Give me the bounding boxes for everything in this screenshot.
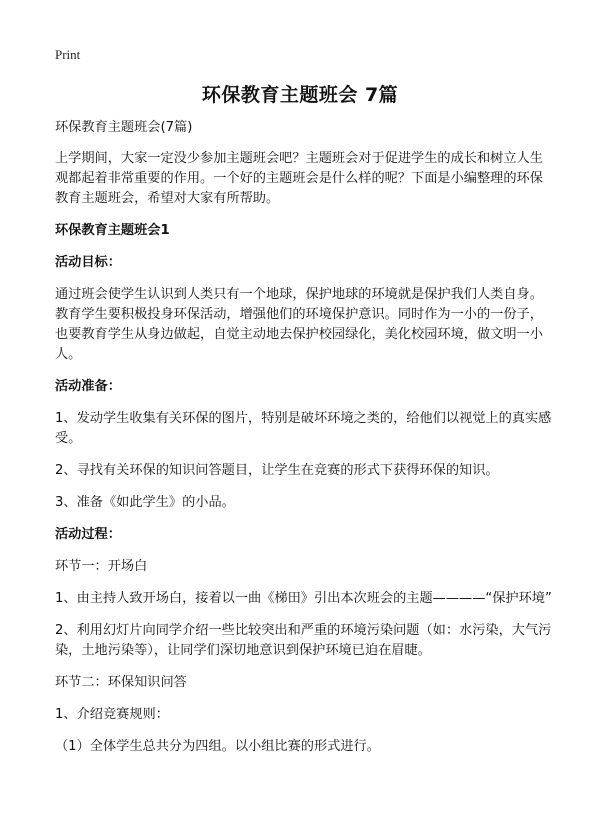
step1-item: 2、利用幻灯片向同学介绍一些比较突出和严重的环境污染问题（如：水污染，大气污染，土地污染等），让同学们深切地意识到保护环境已迫在眉睫。 xyxy=(55,623,552,658)
step2-title: 环节二：环保知识问答 xyxy=(55,675,187,690)
document-body xyxy=(55,118,555,769)
step1-item: 1、由主持人致开场白，接着以一曲《梯田》引出本次班会的主题————“保护环境” xyxy=(55,591,552,606)
prep-heading: 活动准备： xyxy=(55,379,121,394)
step2-item: （1）全体学生总共分为四组。以小组比赛的形式进行。 xyxy=(55,739,380,754)
intro-paragraph: 上学期间，大家一定没少参加主题班会吧？主题班会对于促进学生的成长和树立人生观都起着非常重要的作用。一个好的主题班会是什么样的呢？下面是小编整理的环保教育主题班会，希望对大家有所帮助。 xyxy=(55,151,543,206)
prep-item: 3、准备《如此学生》的小品。 xyxy=(55,495,235,510)
section-title: 环保教育主题班会1 xyxy=(55,223,170,238)
goal-heading: 活动目标： xyxy=(55,255,121,270)
document-subtitle: 环保教育主题班会(7篇) xyxy=(55,120,193,135)
prep-item: 1、发动学生收集有关环保的图片，特别是破坏环境之类的，给他们以视觉上的真实感受。 xyxy=(55,411,552,446)
prep-item: 2、寻找有关环保的知识问答题目，让学生在竞赛的形式下获得环保的知识。 xyxy=(55,463,499,478)
step1-title: 环节一：开场白 xyxy=(55,559,148,574)
page-title: 环保教育主题班会 7篇 xyxy=(201,84,399,106)
print-label: Print xyxy=(55,47,81,62)
process-heading: 活动过程： xyxy=(55,527,121,542)
step2-item: 1、介绍竞赛规则： xyxy=(55,707,169,722)
goal-paragraph: 通过班会使学生认识到人类只有一个地球，保护地球的环境就是保护我们人类自身。教育学生要积极投身环保活动，增强他们的环境保护意识。同时作为一小的一份子，也要教育学生从身边做起，自觉主动地去保护校园绿化，美化校园环境，做文明一小人。 xyxy=(55,287,543,362)
